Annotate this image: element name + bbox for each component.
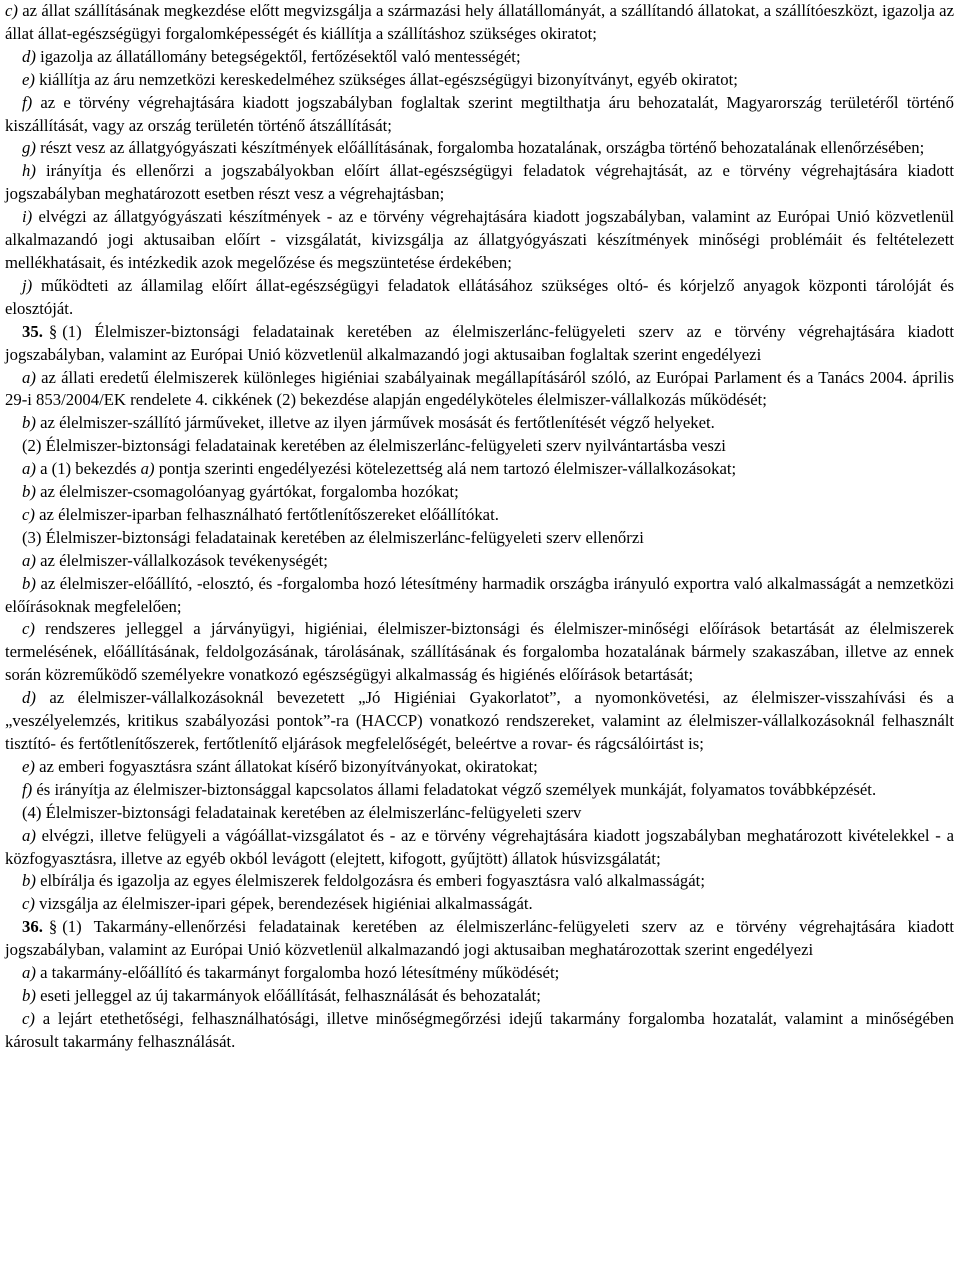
paragraph-text: részt vesz az állatgyógyászati készítmények előállításának, forgalomba hozatalának, országba történő behozatalának ellenőrzésében; [35,138,925,158]
paragraph [5,756,954,779]
section-sign: § [48,321,58,341]
paragraph-text: igazolja az állatállomány betegségektől, fertőzésektől való mentességét; [35,46,521,66]
paragraph-text: az élelmiszer-vállalkozásoknál bevezetett „Jó Higiéniai Gyakorlatot”, a nyomonkövetési, az élelmiszer-visszahívási és a „veszélyelemzés, kritikus szabályozási pontok”-ra (HACCP) vonatkozó rendszereket, valamint az élelmiszer-vállalkozásoknál felhasznált tisztító- és fertőtlenítőszerek, fertőtlenítő eljárások megfelelőségét, beleértve a rovar- és rágcsálóirtást is; [5,688,954,753]
item-label: b) [22,871,36,891]
section-number: 36. [22,917,43,937]
paragraph-text: az élelmiszer-szállító járműveket, illetve az ilyen járművek mosását és fertőtlenítését végző helyeket. [35,413,715,433]
item-label: a) [22,367,36,387]
paragraph-text: pontja szerinti engedélyezési kötelezettség alá nem tartozó élelmiszer-vállalkozásokat; [154,459,737,479]
paragraph [5,962,954,985]
item-label: a) [22,459,36,479]
item-label: a) [140,459,155,479]
paragraph-text: eseti jelleggel az új takarmányok előállítását, felhasználását és behozatalát; [35,985,541,1005]
item-label: g) [22,138,36,158]
item-label: c) [5,1,18,20]
paragraph [5,275,954,321]
paragraph [5,504,954,527]
item-label: a) [22,963,36,983]
item-label: c) [22,504,35,524]
paragraph [5,893,954,916]
paragraph [5,160,954,206]
section-paragraph [5,321,954,367]
paragraph [5,458,954,481]
paragraph [5,1008,954,1054]
item-label: j) [22,275,33,295]
paragraph-text: a takarmány-előállító és takarmányt forgalomba hozó létesítmény működését; [35,963,560,983]
paragraph [5,550,954,573]
paragraph-text: (4) Élelmiszer-biztonsági feladatainak keretében az élelmiszerlánc-felügyeleti szerv [22,802,582,822]
item-label: f) [22,779,33,799]
paragraph-text: az e törvény végrehajtására kiadott jogszabályban foglaltak szerint megtilthatja áru behozatalát, Magyarország területéről történő kiszállítását, vagy az ország területén történő átszállítását; [5,92,954,135]
paragraph [5,779,954,802]
paragraph-text: elvégzi, illetve felügyeli a vágóállat-vizsgálatot és - az e törvény végrehajtására kiadott jogszabályban meghatározott kivételekkel - a közfogyasztásra, illetve az egyéb okból levágott (elejtett, kifogott, gyűjtött) állatok húsvizsgálatát; [5,825,954,868]
paragraph-text: (1) Takarmány-ellenőrzési feladatainak keretében az élelmiszerlánc-felügyeleti szerv az e törvény végrehajtására kiadott jogszabályban, valamint az Európai Unió közvetlenül alkalmazandó jogi aktusaiban meghatározottak szerint engedélyezi [5,917,954,960]
paragraph-text: elvégzi az állatgyógyászati készítmények - az e törvény végrehajtására kiadott jogszabályban, valamint az Európai Unió közvetlenül alkalmazandó jogi aktusaiban előírt - vizsgálatát, kivizsgálja az állatgyógyászati készítmények minőségi problémáit és feltételezett mellékhatásait, és intézkedik azok megelőzése és megszüntetése érdekében; [5,207,954,272]
item-label: c) [22,619,35,639]
paragraph [5,527,954,550]
paragraph-text: irányítja és ellenőrzi a jogszabályokban előírt állat-egészségügyi feladatok végrehajtását, az e törvény végrehajtására kiadott jogszabályban meghatározott esetben részt vesz a végrehajtásban; [5,161,954,204]
paragraph-text: (2) Élelmiszer-biztonsági feladatainak keretében az élelmiszerlánc-felügyeleti szerv nyilvántartásba veszi [22,436,726,456]
item-label: a) [22,825,36,845]
paragraph [5,92,954,138]
paragraph [5,802,954,825]
item-label: e) [22,756,35,776]
item-label: c) [22,894,35,914]
paragraph-text: elbírálja és igazolja az egyes élelmiszerek feldolgozásra és emberi fogyasztásra való alkalmasságát; [35,871,705,891]
paragraph-text: (3) Élelmiszer-biztonsági feladatainak keretében az élelmiszerlánc-felügyeleti szerv ellenőrzi [22,527,644,547]
item-label: h) [22,161,36,181]
paragraph [5,206,954,275]
item-label: c) [22,1008,35,1028]
item-label: d) [22,688,36,708]
section-number: 35. [22,321,43,341]
paragraph-text: az élelmiszer-csomagolóanyag gyártókat, forgalomba hozókat; [35,482,459,502]
section-paragraph [5,916,954,962]
paragraph [5,573,954,619]
paragraph [5,0,954,46]
paragraph [5,69,954,92]
paragraph [5,46,954,69]
paragraph-text: és irányítja az élelmiszer-biztonsággal kapcsolatos állami feladatokat végző személyek munkáját, folyamatos továbbképzését. [32,779,877,799]
item-label: b) [22,482,36,502]
paragraph [5,435,954,458]
paragraph [5,137,954,160]
paragraph [5,481,954,504]
item-label: b) [22,413,36,433]
paragraph-text: az állati eredetű élelmiszerek különleges higiéniai szabályainak megállapításáról szóló, az Európai Parlament és a Tanács 2004. április 29-i 853/2004/EK rendelete 4. cikkének (2) bekezdése alapján engedélyköteles élelmiszer-vállalkozás működését; [5,367,954,410]
item-label: d) [22,46,36,66]
item-label: b) [22,573,36,593]
paragraph [5,367,954,413]
paragraph-text: rendszeres jelleggel a járványügyi, higiéniai, élelmiszer-biztonsági és élelmiszer-minőségi előírások betartását az élelmiszerek termelésének, előállításának, feldolgozásának, tárolásának, szállításának és forgalomba hozatalának bármely szakaszában, illetve az ennek során közreműködő személyekre vonatkozó egészségügyi alkalmasság és higiénés előírások betartását; [5,619,954,685]
paragraph-text: az élelmiszer-iparban felhasználható fertőtlenítőszereket előállítókat. [34,504,499,524]
section-sign: § [48,917,58,937]
item-label: i) [22,207,33,227]
paragraph-text: az állat szállításának megkezdése előtt megvizsgálja a származási hely állatállományát, a szállítandó állatokat, a szállítóeszközt, igazolja az állat állat-egészségügyi forgalomképességét és kiállítja a szállításhoz szükséges okiratot; [5,1,954,43]
item-label: e) [22,69,35,89]
paragraph-text: a lejárt etethetőségi, felhasználhatósági, illetve minőségmegőrzési idejű takarmány forgalomba hozatalát, valamint a minőségében károsult takarmány felhasználását. [5,1008,954,1051]
paragraph [5,870,954,893]
paragraph-text: működteti az államilag előírt állat-egészségügyi feladatok ellátásához szükséges oltó- és kórjelző anyagok központi tárolóját és elosztóját. [5,275,954,318]
paragraph [5,618,954,687]
paragraph [5,687,954,756]
paragraph [5,985,954,1008]
item-label: a) [22,550,36,570]
paragraph [5,412,954,435]
paragraph [5,825,954,871]
item-label: b) [22,985,36,1005]
paragraph-text: az élelmiszer-vállalkozások tevékenységét; [35,550,328,570]
paragraph-text: kiállítja az áru nemzetközi kereskedelméhez szükséges állat-egészségügyi bizonyítványt, egyéb okiratot; [34,69,738,89]
paragraph-text: a (1) bekezdés [35,459,141,479]
paragraph-text: az emberi fogyasztásra szánt állatokat kísérő bizonyítványokat, okiratokat; [34,756,538,776]
paragraph-text: az élelmiszer-előállító, -elosztó, és -forgalomba hozó létesítmény harmadik országba irányuló exportra való alkalmasságát a nemzetközi előírásoknak megfelelően; [5,573,954,616]
paragraph-text: vizsgálja az élelmiszer-ipari gépek, berendezések higiéniai alkalmasságát. [34,894,533,914]
item-label: f) [22,92,33,112]
paragraph-text: (1) Élelmiszer-biztonsági feladatainak keretében az élelmiszerlánc-felügyeleti szerv az e törvény végrehajtására kiadott jogszabályban, valamint az Európai Unió közvetlenül alkalmazandó jogi aktusaiban foglaltak szerint engedélyezi [5,321,954,364]
